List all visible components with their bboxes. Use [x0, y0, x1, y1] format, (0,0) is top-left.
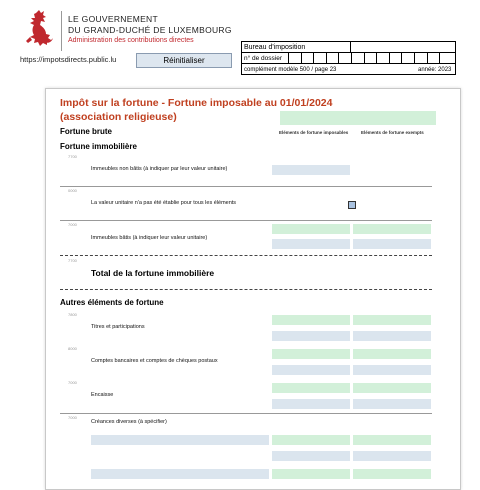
fortune-brute-heading: Fortune brute	[60, 127, 112, 136]
encaisse-exempt-value-field[interactable]	[352, 398, 432, 410]
dossier-cell[interactable]	[439, 53, 452, 63]
immeubles-batis-exempt-value-field[interactable]	[352, 238, 432, 250]
line-code: 7000	[68, 380, 77, 385]
line-code: 8000	[68, 346, 77, 351]
comptes-imposable-value-field[interactable]	[271, 364, 351, 376]
line-code: 7700	[68, 258, 77, 263]
info-box	[241, 41, 456, 75]
total-fortune-immobiliere-label: Total de la fortune immobilière	[91, 268, 215, 278]
immeubles-batis-imposable-value-field[interactable]	[271, 238, 351, 250]
bureau-input[interactable]	[350, 42, 457, 52]
creances-exempt-field-2[interactable]	[352, 468, 432, 480]
dossier-cell[interactable]	[427, 53, 440, 63]
valeur-unitaire-note: La valeur unitaire n'a pas été établie pour tous les éléments	[91, 200, 237, 206]
encaisse-imposable-field[interactable]	[271, 382, 351, 394]
dossier-cell[interactable]	[351, 53, 364, 63]
autres-elements-heading: Autres éléments de fortune	[60, 298, 164, 307]
form-sheet	[45, 88, 461, 490]
section-divider-dashed	[60, 289, 432, 290]
titres-exempt-value-field[interactable]	[352, 330, 432, 342]
dossier-cell[interactable]	[338, 53, 351, 63]
comptes-bancaires-label: Comptes bancaires et comptes de chèques postaux	[91, 358, 218, 364]
immeubles-batis-imposable-field[interactable]	[271, 223, 351, 235]
line-code: 7800	[68, 312, 77, 317]
website-url[interactable]: https://impotsdirects.public.lu	[20, 55, 117, 64]
administration-name: Administration des contributions directes	[68, 37, 194, 44]
dossier-label: n° de dossier	[244, 55, 283, 62]
dossier-cell[interactable]	[313, 53, 326, 63]
line-code: 7000	[68, 415, 77, 420]
luxembourg-lion-logo-icon	[22, 9, 56, 49]
bureau-label: Bureau d'imposition	[244, 44, 306, 51]
form-title-line1: Impôt sur la fortune - Fortune imposable au 01/01/2024	[60, 97, 333, 109]
dossier-cell[interactable]	[326, 53, 339, 63]
section-divider	[60, 220, 432, 221]
creances-imposable-field-2[interactable]	[271, 468, 351, 480]
government-name-line1: LE GOUVERNEMENT	[68, 14, 158, 24]
dossier-cell[interactable]	[364, 53, 377, 63]
header-divider	[61, 11, 62, 51]
line-code: 7700	[68, 154, 77, 159]
creances-imposable-value-field[interactable]	[271, 450, 351, 462]
column-header-exempts: Eléments de fortune exempts	[361, 130, 424, 135]
line-code: 0000	[68, 188, 77, 193]
line-code: 7000	[68, 222, 77, 227]
dossier-row	[242, 53, 455, 64]
fortune-immobiliere-heading: Fortune immobilière	[60, 142, 137, 151]
column-header-imposables: Eléments de fortune imposables	[279, 130, 349, 135]
immeubles-batis-exempt-field[interactable]	[352, 223, 432, 235]
dossier-number-cells[interactable]	[288, 53, 452, 63]
titres-imposable-value-field[interactable]	[271, 330, 351, 342]
section-divider-dashed	[60, 255, 432, 256]
section-divider	[60, 413, 432, 414]
encaisse-label: Encaisse	[91, 392, 114, 398]
creances-exempt-field[interactable]	[352, 434, 432, 446]
valeur-unitaire-checkbox[interactable]	[348, 201, 356, 209]
dossier-cell[interactable]	[288, 53, 301, 63]
comptes-exempt-field[interactable]	[352, 348, 432, 360]
immeubles-batis-label: Immeubles bâtis (à indiquer leur valeur unitaire)	[91, 235, 208, 241]
bureau-row	[242, 42, 455, 53]
comptes-exempt-value-field[interactable]	[352, 364, 432, 376]
titres-exempt-field[interactable]	[352, 314, 432, 326]
immeubles-non-batis-field[interactable]	[271, 164, 351, 176]
creances-diverses-label: Créances diverses (à spécifier)	[91, 419, 167, 425]
section-divider	[60, 186, 432, 187]
immeubles-non-batis-label: Immeubles non bâtis (à indiquer par leur valeur unitaire)	[91, 166, 228, 172]
creances-description-field[interactable]	[90, 434, 270, 446]
encaisse-exempt-field[interactable]	[352, 382, 432, 394]
complement-text: complément modèle 500 / page 23	[244, 67, 337, 73]
titres-participations-label: Titres et participations	[91, 324, 145, 330]
dossier-cell[interactable]	[301, 53, 314, 63]
creances-description-field-2[interactable]	[90, 468, 270, 480]
comptes-imposable-field[interactable]	[271, 348, 351, 360]
creances-imposable-field[interactable]	[271, 434, 351, 446]
government-name-line2: DU GRAND-DUCHÉ DE LUXEMBOURG	[68, 25, 232, 35]
form-title-line2: (association religieuse)	[60, 111, 177, 123]
titres-imposable-field[interactable]	[271, 314, 351, 326]
dossier-cell[interactable]	[414, 53, 427, 63]
dossier-cell[interactable]	[401, 53, 414, 63]
dossier-cell[interactable]	[376, 53, 389, 63]
reset-button[interactable]: Réinitialiser	[136, 53, 232, 68]
year-text: année: 2023	[418, 67, 452, 73]
creances-exempt-value-field[interactable]	[352, 450, 432, 462]
title-value-field[interactable]	[280, 111, 436, 125]
encaisse-imposable-value-field[interactable]	[271, 398, 351, 410]
dossier-cell[interactable]	[389, 53, 402, 63]
